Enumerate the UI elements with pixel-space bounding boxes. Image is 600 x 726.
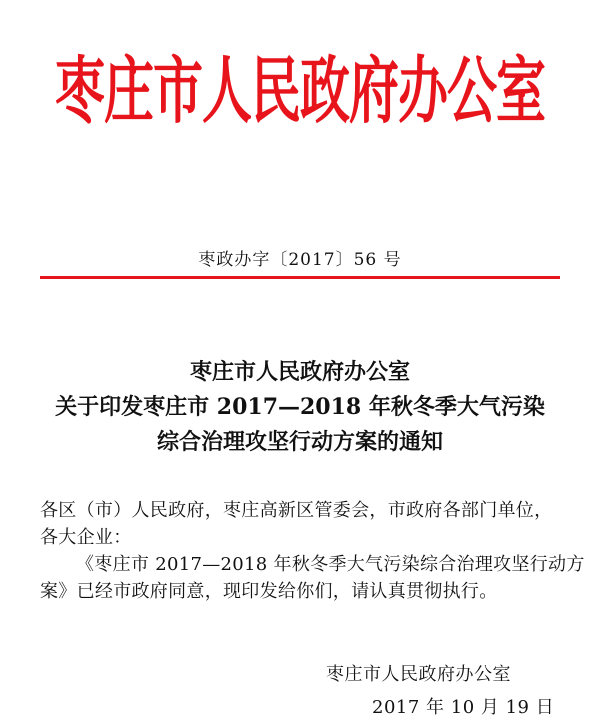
title-line-2: 关于印发枣庄市 2017—2018 年秋冬季大气污染 [55, 394, 545, 420]
body-paragraph-line-2: 案》已经市政府同意，现印发给你们，请认真贯彻执行。 [40, 581, 498, 602]
addressee-line-1: 各区（市）人民政府，枣庄高新区管委会，市政府各部门单位， [40, 500, 553, 521]
addressee-line-2: 各大企业： [40, 527, 132, 548]
title-line-3: 综合治理攻坚行动方案的通知 [156, 429, 443, 455]
signature-org: 枣庄市人民政府办公室 [326, 664, 511, 685]
document-number: 枣政办字〔2017〕56 号 [198, 250, 402, 270]
notice-body [40, 497, 585, 605]
body-paragraph-line-1: 《枣庄市 2017—2018 年秋冬季大气污染综合治理攻坚行动方 [76, 554, 585, 575]
title-line-1: 枣庄市人民政府办公室 [189, 359, 410, 385]
red-divider-line [40, 276, 560, 279]
notice-title [0, 355, 600, 460]
masthead-title: 枣庄市人民政府办公室 [55, 49, 545, 134]
signature-date: 2017 年 10 月 19 日 [372, 697, 555, 718]
signature-block [326, 658, 586, 724]
